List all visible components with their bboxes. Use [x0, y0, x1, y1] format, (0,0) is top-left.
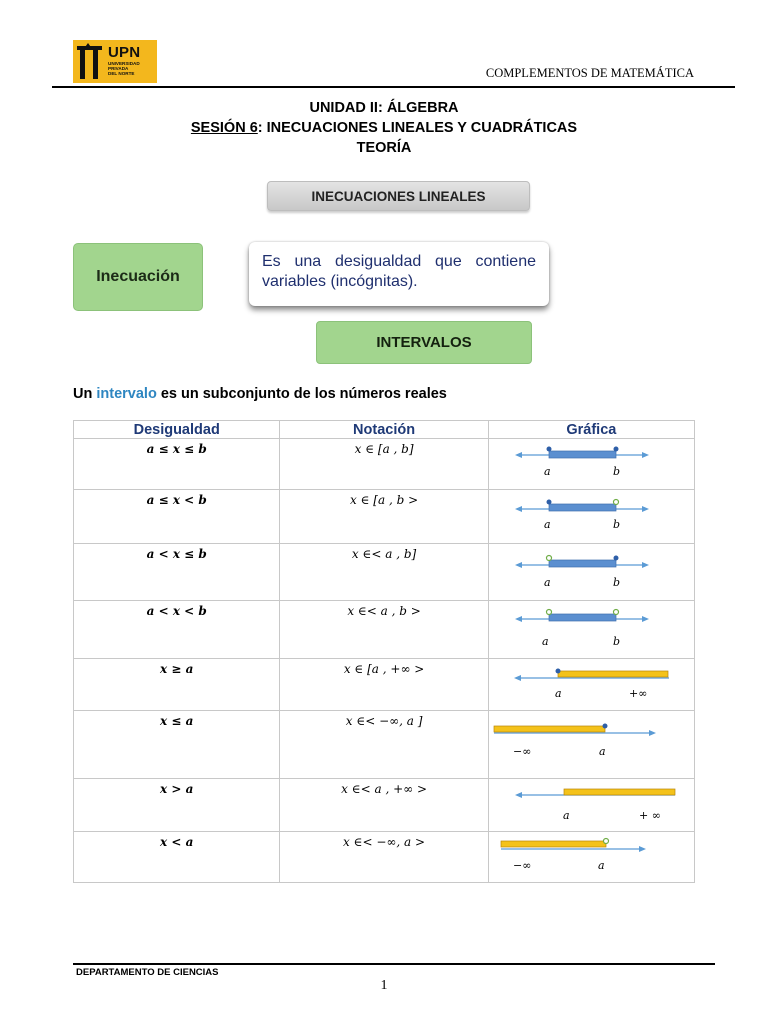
header-inequality: Desigualdad [74, 421, 280, 439]
table-row [74, 779, 695, 832]
open-endpoint-icon [613, 610, 618, 615]
notation-cell: x ∈< −∞, a ] [280, 711, 488, 779]
graph-cell [488, 659, 694, 711]
number-line-graph [489, 439, 695, 489]
open-endpoint-icon [603, 839, 608, 844]
interval-ray [501, 841, 606, 847]
term-box: Inecuación [73, 243, 203, 311]
closed-endpoint-icon [613, 447, 618, 452]
table-row [74, 439, 695, 490]
session-label: SESIÓN 6 [190, 120, 258, 136]
arrow-right-icon [642, 616, 649, 622]
arrow-right-icon [642, 506, 649, 512]
arrow-left-icon [515, 792, 522, 798]
closed-endpoint-icon [555, 669, 560, 674]
number-line-graph [489, 601, 695, 658]
open-endpoint-icon [546, 610, 551, 615]
endpoint-label: +∞ [628, 687, 648, 700]
graph-cell [488, 490, 694, 544]
endpoint-label: a [554, 687, 562, 700]
inequality-cell: 𝒂 < 𝒙 ≤ 𝒃 [74, 544, 280, 601]
open-endpoint-icon [546, 556, 551, 561]
section-type: TEORÍA [356, 140, 412, 156]
endpoint-label: −∞ [512, 745, 532, 758]
interval-ray [494, 726, 605, 732]
unit-title: UNIDAD II: ÁLGEBRA [309, 100, 459, 116]
arrow-right-icon [642, 452, 649, 458]
definition-box: Es una desigualdad que contiene variables (incógnitas). [249, 242, 549, 306]
interval-segment [549, 504, 616, 511]
intro-highlight: intervalo [96, 386, 157, 402]
interval-segment [549, 614, 616, 621]
table-row [74, 601, 695, 659]
table-row [74, 490, 695, 544]
inequality-cell: 𝒙 ≤ 𝒂 [74, 711, 280, 779]
endpoint-label: b [612, 635, 620, 648]
page-number: 1 [380, 978, 388, 993]
graph-cell [488, 544, 694, 601]
inequality-cell: 𝒙 > 𝒂 [74, 779, 280, 832]
endpoint-label: + ∞ [638, 809, 661, 822]
endpoint-label: b [612, 465, 620, 478]
number-line-graph [489, 659, 695, 710]
open-endpoint-icon [613, 500, 618, 505]
intervals-table [73, 420, 695, 883]
footer-divider [73, 963, 715, 965]
notation-cell: x ∈ [a , b] [280, 439, 488, 490]
notation-cell: x ∈< a , +∞ > [280, 779, 488, 832]
notation-cell: x ∈< a , b > [280, 601, 488, 659]
closed-endpoint-icon [546, 500, 551, 505]
intervals-banner: INTERVALOS [316, 321, 532, 364]
endpoint-label: a [543, 576, 551, 589]
endpoint-label: b [612, 518, 620, 531]
number-line-graph [489, 490, 695, 542]
notation-cell: x ∈< −∞, a > [280, 832, 488, 883]
graph-cell [488, 832, 694, 883]
arrow-left-icon [514, 675, 521, 681]
endpoint-label: a [562, 809, 570, 822]
inequality-cell: 𝒂 ≤ 𝒙 < 𝒃 [74, 490, 280, 544]
endpoint-label: b [612, 576, 620, 589]
number-line-graph [489, 832, 695, 882]
endpoint-label: a [597, 859, 605, 872]
arrow-left-icon [515, 452, 522, 458]
inequality-cell: 𝒂 < 𝒙 < 𝒃 [74, 601, 280, 659]
logo-subtext: UNIVERSIDAD PRIVADA DEL NORTE [108, 61, 140, 77]
topic-banner: INECUACIONES LINEALES [267, 181, 530, 211]
endpoint-label: a [543, 518, 551, 531]
header-notation: Notación [280, 421, 488, 439]
closed-endpoint-icon [546, 447, 551, 452]
session-topic: : INECUACIONES LINEALES Y CUADRÁTICAS [257, 120, 578, 136]
intro-sentence: Un intervalo es un subconjunto de los números reales [73, 386, 447, 402]
interval-ray [558, 671, 668, 677]
inequality-cell: 𝒂 ≤ 𝒙 ≤ 𝒃 [74, 439, 280, 490]
arrow-left-icon [515, 616, 522, 622]
session-title [0, 120, 768, 136]
interval-segment [549, 560, 616, 567]
department-label: DEPARTAMENTO DE CIENCIAS [76, 967, 219, 978]
number-line-graph [489, 544, 695, 600]
interval-segment [549, 451, 616, 458]
graph-cell [488, 601, 694, 659]
table-header-row [74, 421, 695, 439]
logo-word: UPN [108, 44, 141, 61]
course-title: COMPLEMENTOS DE MATEMÁTICA [485, 66, 694, 80]
graph-cell [488, 711, 694, 779]
upn-logo [73, 40, 157, 83]
notation-cell: x ∈ [a , b > [280, 490, 488, 544]
table-row [74, 711, 695, 779]
endpoint-label: −∞ [512, 859, 532, 872]
table-row [74, 832, 695, 883]
arrow-right-icon [649, 730, 656, 736]
table-row [74, 659, 695, 711]
endpoint-label: a [598, 745, 606, 758]
graph-cell [488, 779, 694, 832]
inequality-cell: 𝒙 ≥ 𝒂 [74, 659, 280, 711]
graph-cell [488, 439, 694, 490]
closed-endpoint-icon [602, 724, 607, 729]
arrow-left-icon [515, 562, 522, 568]
arrow-left-icon [515, 506, 522, 512]
upn-logo-mark-icon [73, 40, 107, 83]
number-line-graph [489, 779, 695, 831]
closed-endpoint-icon [613, 556, 618, 561]
notation-cell: x ∈< a , b] [280, 544, 488, 601]
arrow-right-icon [642, 562, 649, 568]
interval-ray [564, 789, 675, 795]
notation-cell: x ∈ [a , +∞ > [280, 659, 488, 711]
header-divider [52, 86, 735, 88]
endpoint-label: a [541, 635, 549, 648]
table-row [74, 544, 695, 601]
arrow-right-icon [639, 846, 646, 852]
header-graph: Gráfica [488, 421, 694, 439]
endpoint-label: a [543, 465, 551, 478]
inequality-cell: 𝒙 < 𝒂 [74, 832, 280, 883]
number-line-graph [489, 711, 695, 778]
